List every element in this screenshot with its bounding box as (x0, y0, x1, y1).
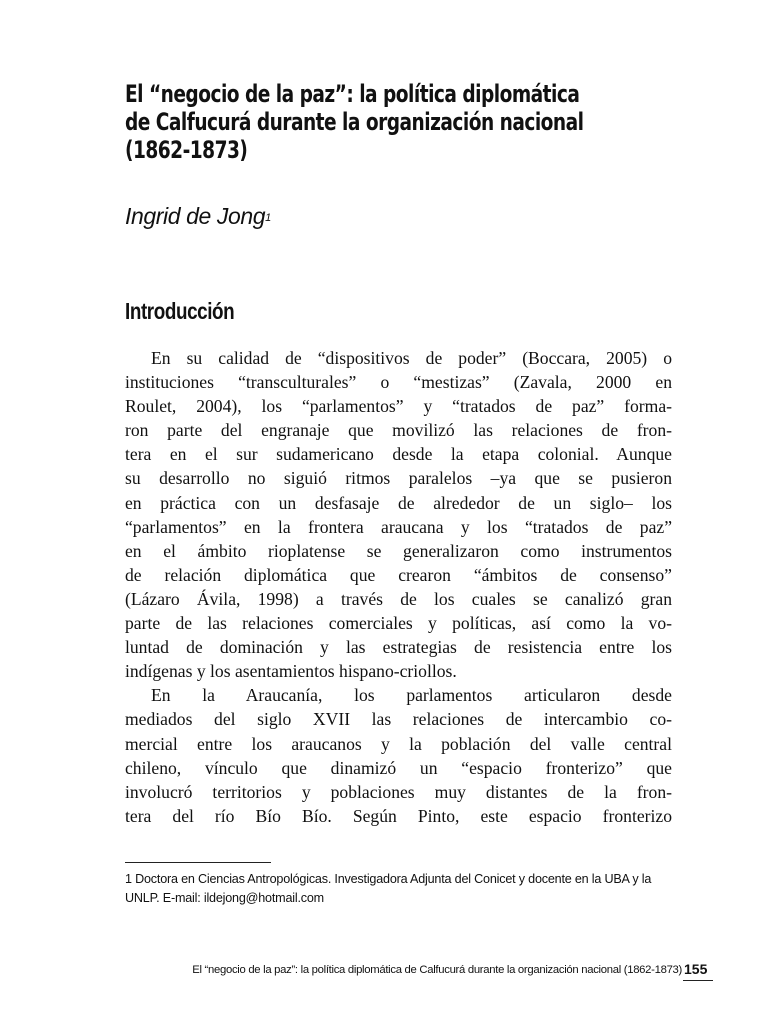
author-footnote-marker: 1 (265, 212, 271, 224)
running-footer-title: El “negocio de la paz”: la política diplomática de Calfucurá durante la organización nacional (1862-1873) (192, 964, 682, 976)
body-line: tera del río Bío Bío. Según Pinto, este espacio fronterizo (125, 805, 672, 826)
article-title-line: El “negocio de la paz”: la política diplomática (125, 80, 580, 108)
body-line: instituciones “transculturales” o “mestizas” (Zavala, 2000 en (125, 372, 672, 393)
footnote-divider (125, 862, 271, 863)
body-line: tera en el sur sudamericano desde la etapa colonial. Aunque (125, 444, 672, 465)
body-line: En su calidad de “dispositivos de poder” (Boccara, 2005) o (151, 348, 672, 368)
footnote (125, 870, 672, 908)
body-text (125, 346, 672, 828)
body-line: en práctica con un desfasaje de alrededor de un siglo– los (125, 492, 672, 513)
article-title-line: (1862-1873) (125, 136, 248, 164)
page-number: 155 (684, 961, 708, 977)
body-line: su desarrollo no siguió ritmos paralelos –ya que se pusieron (125, 468, 672, 489)
body-line: en el ámbito rioplatense se generalizaron como instrumentos (125, 540, 672, 561)
section-heading: Introducción (125, 298, 235, 324)
body-line: chileno, vínculo que dinamizó un “espacio fronterizo” que (125, 757, 672, 778)
body-line: parte de las relaciones comerciales y políticas, así como la vo- (125, 613, 672, 634)
body-line: (Lázaro Ávila, 1998) a través de los cuales se canalizó gran (125, 588, 672, 609)
author-name (125, 201, 271, 231)
body-line: “parlamentos” en la frontera araucana y los “tratados de paz” (125, 516, 672, 537)
body-line: mercial entre los araucanos y la población del valle central (125, 733, 672, 754)
body-line: luntad de dominación y las estrategias de resistencia entre los (125, 637, 672, 658)
article-title-line: de Calfucurá durante la organización nacional (125, 108, 584, 136)
author-name-text: Ingrid de Jong (125, 203, 266, 229)
body-line: Roulet, 2004), los “parlamentos” y “tratados de paz” forma- (125, 396, 672, 417)
body-line: indígenas y los asentamientos hispano-criollos. (125, 661, 457, 682)
body-line: involucró territorios y poblaciones muy distantes de la fron- (125, 781, 672, 802)
body-line: mediados del siglo XVII las relaciones de intercambio co- (125, 709, 672, 730)
body-line: ron parte del engranaje que movilizó las relaciones de fron- (125, 420, 672, 441)
body-line: de relación diplomática que crearon “ámbitos de consenso” (125, 564, 672, 585)
footnote-line: 1 Doctora en Ciencias Antropológicas. Investigadora Adjunta del Conicet y docente en la UBA y la (125, 872, 652, 886)
article-title (125, 80, 607, 164)
body-line: En la Araucanía, los parlamentos articularon desde (151, 685, 672, 706)
footnote-line: UNLP. E-mail: ildejong@hotmail.com (125, 891, 324, 905)
page-number-underline (683, 980, 713, 981)
